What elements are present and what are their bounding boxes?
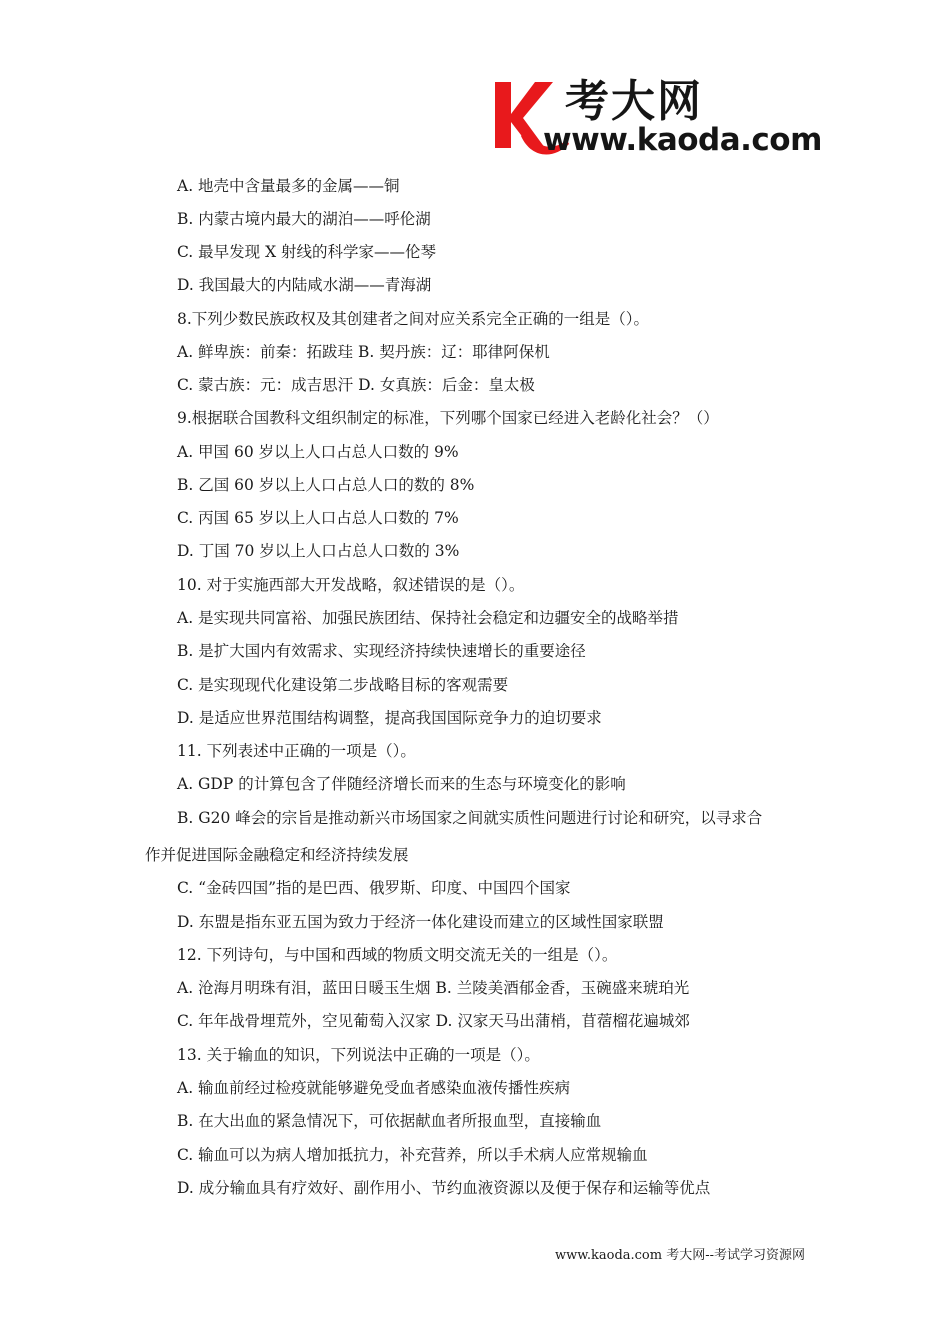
text-line: C. 年年战骨埋荒外，空见葡萄入汉家 D. 汉家天马出蒲梢，苜蓿榴花遍城郊 [177,1012,690,1030]
text-line: A. GDP 的计算包含了伴随经济增长而来的生态与环境变化的影响 [177,775,626,793]
text-line: B. 在大出血的紧急情况下，可依据献血者所报血型，直接输血 [177,1112,602,1130]
question-line: 10. 对于实施西部大开发战略，叙述错误的是（）。 [177,576,525,594]
text-line: B. 内蒙古境内最大的湖泊——呼伦湖 [177,210,431,228]
text-line: D. 成分输血具有疗效好、副作用小、节约血液资源以及便于保存和运输等优点 [177,1179,711,1197]
text-line: D. 东盟是指东亚五国为致力于经济一体化建设而建立的区域性国家联盟 [177,913,664,931]
page-footer: www.kaoda.com 考大网--考试学习资源网 [555,1248,805,1263]
text-line: C. 丙国 65 岁以上人口占总人口数的 7% [177,509,459,527]
logo-chinese-name: 考大网 [565,76,703,127]
text-line: C. 蒙古族：元：成吉思汗 D. 女真族：后金：皇太极 [177,376,535,394]
question-line: 8.下列少数民族政权及其创建者之间对应关系完全正确的一组是（）。 [177,310,650,328]
text-line: A. 鲜卑族：前秦：拓跋珪 B. 契丹族：辽：耶律阿保机 [177,343,550,361]
question-line: 9.根据联合国教科文组织制定的标准，下列哪个国家已经进入老龄化社会？（） [177,409,719,427]
text-line: C. 最早发现 X 射线的科学家——伦琴 [177,243,437,261]
text-line: C. 是实现现代化建设第二步战略目标的客观需要 [177,676,509,694]
text-line: A. 是实现共同富裕、加强民族团结、保持社会稳定和边疆安全的战略举措 [177,609,679,627]
text-line: B. 乙国 60 岁以上人口占总人口的数的 8% [177,476,475,494]
text-line: C. 输血可以为病人增加抵抗力，补充营养，所以手术病人应常规输血 [177,1146,648,1164]
text-line: A. 输血前经过检疫就能够避免受血者感染血液传播性疾病 [177,1079,571,1097]
kaoda-logo [493,76,822,162]
logo-url: www.kaoda.com [543,122,822,158]
text-line: B. 是扩大国内有效需求、实现经济持续快速增长的重要途径 [177,642,586,660]
text-line: A. 地壳中含量最多的金属——铜 [177,177,400,195]
text-line: D. 丁国 70 岁以上人口占总人口数的 3% [177,542,460,560]
text-line: A. 沧海月明珠有泪，蓝田日暖玉生烟 B. 兰陵美酒郁金香，玉碗盛来琥珀光 [177,979,690,997]
text-line: C. “金砖四国”指的是巴西、俄罗斯、印度、中国四个国家 [177,879,571,897]
text-line: D. 我国最大的内陆咸水湖——青海湖 [177,276,432,294]
text-line: B. G20 峰会的宗旨是推动新兴市场国家之间就实质性问题进行讨论和研究，以寻求合 [177,809,763,827]
question-line: 13. 关于输血的知识，下列说法中正确的一项是（）。 [177,1046,540,1064]
question-line: 11. 下列表述中正确的一项是（）。 [177,742,416,760]
text-line: A. 甲国 60 岁以上人口占总人口数的 9% [177,443,459,461]
text-line-continued: 作并促进国际金融稳定和经济持续发展 [145,846,409,864]
question-line: 12. 下列诗句，与中国和西域的物质文明交流无关的一组是（）。 [177,946,618,964]
text-line: D. 是适应世界范围结构调整，提高我国国际竞争力的迫切要求 [177,709,602,727]
